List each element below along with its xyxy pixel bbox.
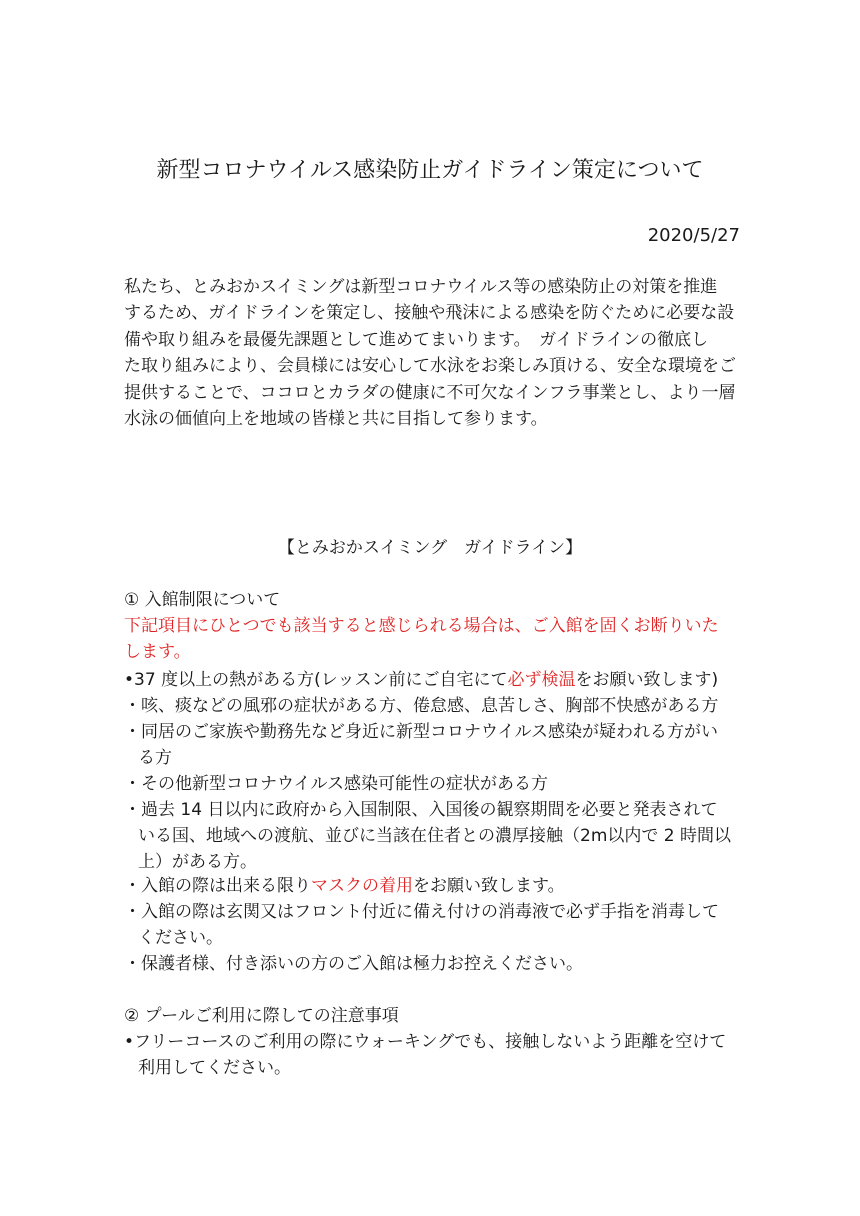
bullet-item — [124, 668, 718, 692]
warning-line: 下記項目にひとつでも該当すると感じられる場合は、ご入館を固くお断りいた — [124, 616, 719, 636]
bullet-continuation: いる国、地域への渡航、並びに当該在住者との濃厚接触（2m以内で 2 時間以 — [138, 826, 731, 846]
bullet-text: をお願い致します。 — [413, 876, 565, 896]
highlight-text: 必ず検温 — [507, 670, 576, 690]
document-title: 新型コロナウイルス感染防止ガイドライン策定について — [156, 158, 704, 183]
bullet-text: をお願い致します) — [575, 670, 719, 690]
bullet-item: ・その他新型コロナウイルス感染可能性の症状がある方 — [124, 774, 548, 794]
bullet-item: ・過去 14 日以内に政府から入国制限、入国後の観察期間を必要と発表されて — [124, 800, 718, 820]
bullet-continuation: ください。 — [138, 928, 223, 948]
intro-line: 提供することで、ココロとカラダの健康に不可欠なインフラ事業とし、より一層 — [124, 383, 736, 403]
intro-line: 水泳の価値向上を地域の皆様と共に目指して参ります。 — [124, 409, 548, 429]
bullet-item: ・入館の際は玄関又はフロント付近に備え付けの消毒液で必ず手指を消毒して — [124, 902, 719, 922]
guideline-heading: 【とみおかスイミング ガイドライン】 — [277, 538, 583, 558]
warning-line: します。 — [124, 642, 191, 662]
intro-line: 私たち、とみおかスイミングは新型コロナウイルス等の感染防止の対策を推進 — [124, 277, 718, 297]
document-date: 2020/5/27 — [647, 225, 740, 246]
bullet-continuation: 利用してください。 — [138, 1058, 291, 1078]
section-heading: ② プールご利用に際しての注意事項 — [124, 1006, 399, 1026]
highlight-text: マスクの着用 — [311, 876, 413, 896]
bullet-item: ・保護者様、付き添いの方のご入館は極力お控えください。 — [124, 954, 583, 974]
intro-line: 備や取り組みを最優先課題として進めてまいります。 ガイドラインの徹底し — [124, 330, 709, 350]
bullet-item: •フリーコースのご利用の際にウォーキングでも、接触しないよう距離を空けて — [124, 1032, 727, 1052]
bullet-continuation: 上）がある方。 — [138, 852, 257, 872]
bullet-item: ・同居のご家族や勤務先など身近に新型コロナウイルス感染が疑われる方がい — [124, 722, 718, 742]
bullet-text: •37 度以上の熱がある方(レッスン前にご自宅にて — [124, 670, 508, 690]
bullet-text: ・入館の際は出来る限り — [124, 876, 311, 896]
bullet-continuation: る方 — [138, 748, 172, 768]
intro-line: た取り組みにより、会員様には安心して水泳をお楽しみ頂ける、安全な環境をご — [124, 356, 736, 376]
intro-line: するため、ガイドラインを策定し、接触や飛沫による感染を防ぐために必要な設 — [124, 303, 735, 323]
bullet-item: ・咳、痰などの風邪の症状がある方、倦怠感、息苦しさ、胸部不快感がある方 — [124, 696, 719, 716]
section-heading: ① 入館制限について — [124, 590, 281, 610]
bullet-item — [124, 874, 565, 898]
